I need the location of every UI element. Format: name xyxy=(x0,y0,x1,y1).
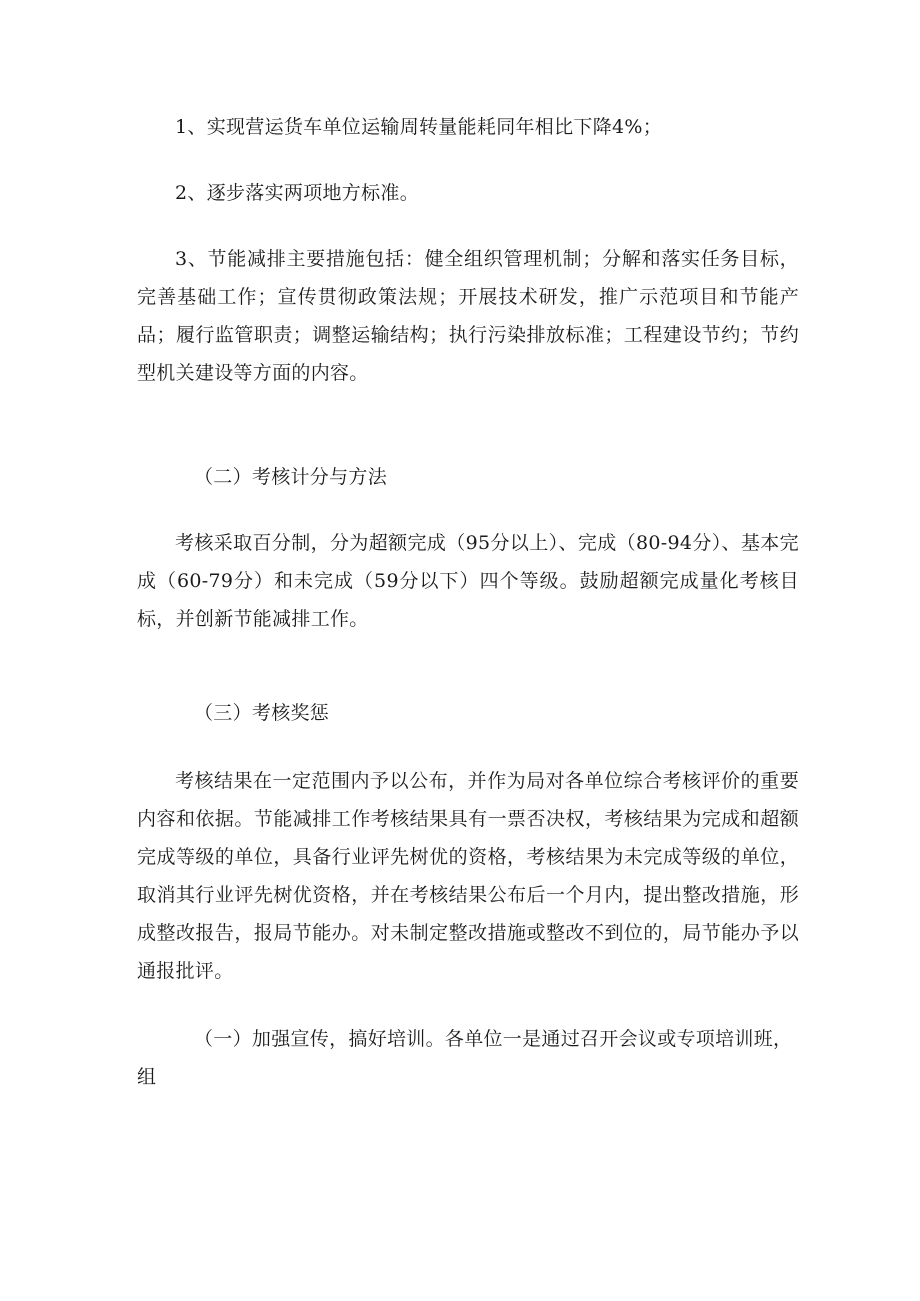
target-item-2: 2、逐步落实两项地方标准。 xyxy=(175,182,419,204)
scoring-paragraph: 考核采取百分制，分为超额完成（95分以上）、完成（80-94分）、基本完成（60-79分）和未完成（59分以下）四个等级。鼓励超额完成量化考核目标，并创新节能减排工作。 xyxy=(137,532,799,630)
section-heading-rewards: （三）考核奖惩 xyxy=(194,702,330,724)
target-item-1: 1、实现营运货车单位运输周转量能耗同年相比下降4%； xyxy=(175,116,663,138)
target-item-3: 3、节能减排主要措施包括：健全组织管理机制；分解和落实任务目标，完善基础工作；宣传贯彻政策法规；开展技术研发，推广示范项目和节能产品；履行监管职责；调整运输结构；执行污染排放标准；工程建设节约；节约型机关建设等方面的内容。 xyxy=(137,248,799,384)
section-heading-publicity: （一）加强宣传，搞好培训。各单位一是通过召开会议或专项培训班，组 xyxy=(137,1028,793,1088)
section-heading-scoring: （二）考核计分与方法 xyxy=(194,466,388,488)
rewards-paragraph: 考核结果在一定范围内予以公布，并作为局对各单位综合考核评价的重要内容和依据。节能减排工作考核结果具有一票否决权，考核结果为完成和超额完成等级的单位，具备行业评先树优的资格，考核结果为未完成等级的单位，取消其行业评先树优资格，并在考核结果公布后一个月内，提出整改措施，形成整改报告，报局节能办。对未制定整改措施或整改不到位的，局节能办予以通报批评。 xyxy=(137,770,799,982)
